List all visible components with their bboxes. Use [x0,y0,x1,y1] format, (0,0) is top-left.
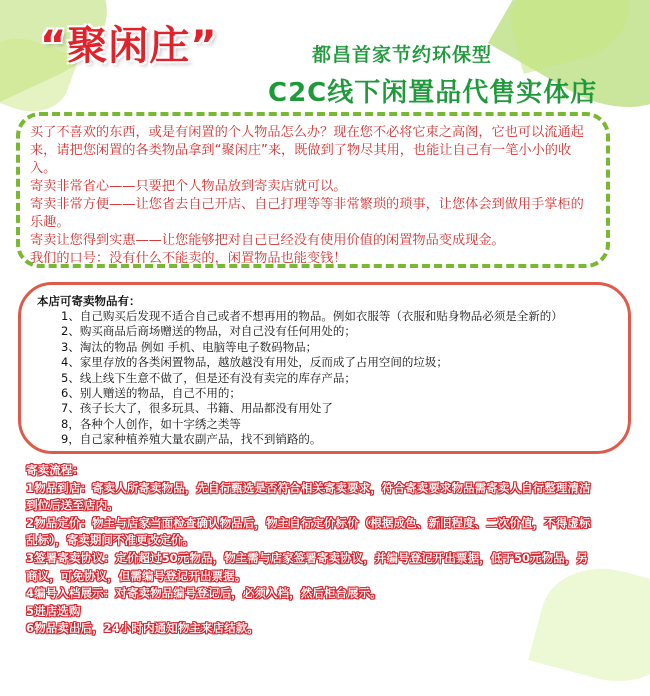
process-step-line: 5进店选购 [26,603,81,618]
accepted-item: 9，自己家种植养殖大量农副产品，找不到销路的。 [61,432,322,447]
process-step-line: 到位后送至店内。 [26,498,119,513]
intro-paragraph: 买了不喜欢的东西，或是有闲置的个人物品怎么办？现在您不必将它束之高阁，它也可以流通起来，请把您闲置的各类物品拿到“聚闲庄”来，既做到了物尽其用，也能让自己有一笔小小的收入。 [30,125,584,176]
intro-paragraph: 寄卖非常省心——只要把个人物品放到寄卖店就可以。 [30,179,347,194]
process-step-line: 6物品卖出后，24小时内通知物主来店结款。 [26,621,259,636]
accepted-items-heading: 本店可寄卖物品有： [37,294,141,308]
consignment-process-section [26,462,626,638]
store-slogan-line1: 都昌首家节约环保型 [312,44,493,66]
process-step-line: 3签署寄卖协议：定价超过50元物品，物主需与店家签署寄卖协议，并编号登记开出票据，低于50元物品，另 [26,550,589,565]
accepted-item: 2、购买商品后商场赠送的物品，对自己没有任何用处的； [61,324,356,339]
accepted-item: 4、家里存放的各类闲置物品，越放越没有用处，反而成了占用空间的垃圾； [61,355,448,370]
accepted-item: 3、淘汰的物品 例如 手机、电脑等电子数码物品； [61,339,318,354]
process-step-line: 乱标），寄卖期间不准更改定价。 [26,533,195,548]
accepted-item: 5、线上线下生意不做了，但是还有没有卖完的库存产品； [61,370,356,385]
process-step-line: 1物品到店：寄卖人所寄卖物品，先自行甄选是否符合相关寄卖要求，符合寄卖要求物品需寄卖人自行整理清洁 [26,480,591,495]
accepted-item: 7、孩子长大了，很多玩具、书籍、用品都没有用处了 [61,401,333,416]
process-step-line: 4编号入档展示：对寄卖物品编号登记后，必须入档，然后柜台展示。 [26,586,382,601]
accepted-item: 1、自己购买后发现不适合自己或者不想再用的物品。例如衣服等（衣服和贴身物品必须是全新的） [61,309,563,323]
accepted-items-panel [18,282,631,454]
intro-slogan: 我们的口号：没有什么不能卖的，闲置物品也能变钱！ [30,251,347,266]
intro-paragraph: 寄卖让您得到实惠——让您能够把对自己已经没有使用价值的闲置物品变成现金。 [30,233,505,248]
store-name-title: “聚闲庄” [40,23,218,69]
process-step-line: 商议，可免协议，但需编号登记开出票据。 [26,568,247,583]
store-slogan-line2: C2C线下闲置品代售实体店 [268,78,598,108]
accepted-item: 8，各种个人创作，如十字绣之类等 [61,416,241,431]
intro-panel [16,112,610,268]
process-heading: 寄卖流程： [26,463,84,477]
process-step-line: 2物品定价：物主与店家当面检查确认物品后，物主自行定价标价（根据成色、新旧程度、二次价值，不得虚标 [26,515,591,530]
intro-paragraph: 寄卖非常方便——让您省去自己开店、自己打理等等非常繁琐的琐事，让您体会到做用手掌柜的乐趣。 [30,197,584,230]
accepted-item: 6、别人赠送的物品，自己不用的； [61,386,241,401]
